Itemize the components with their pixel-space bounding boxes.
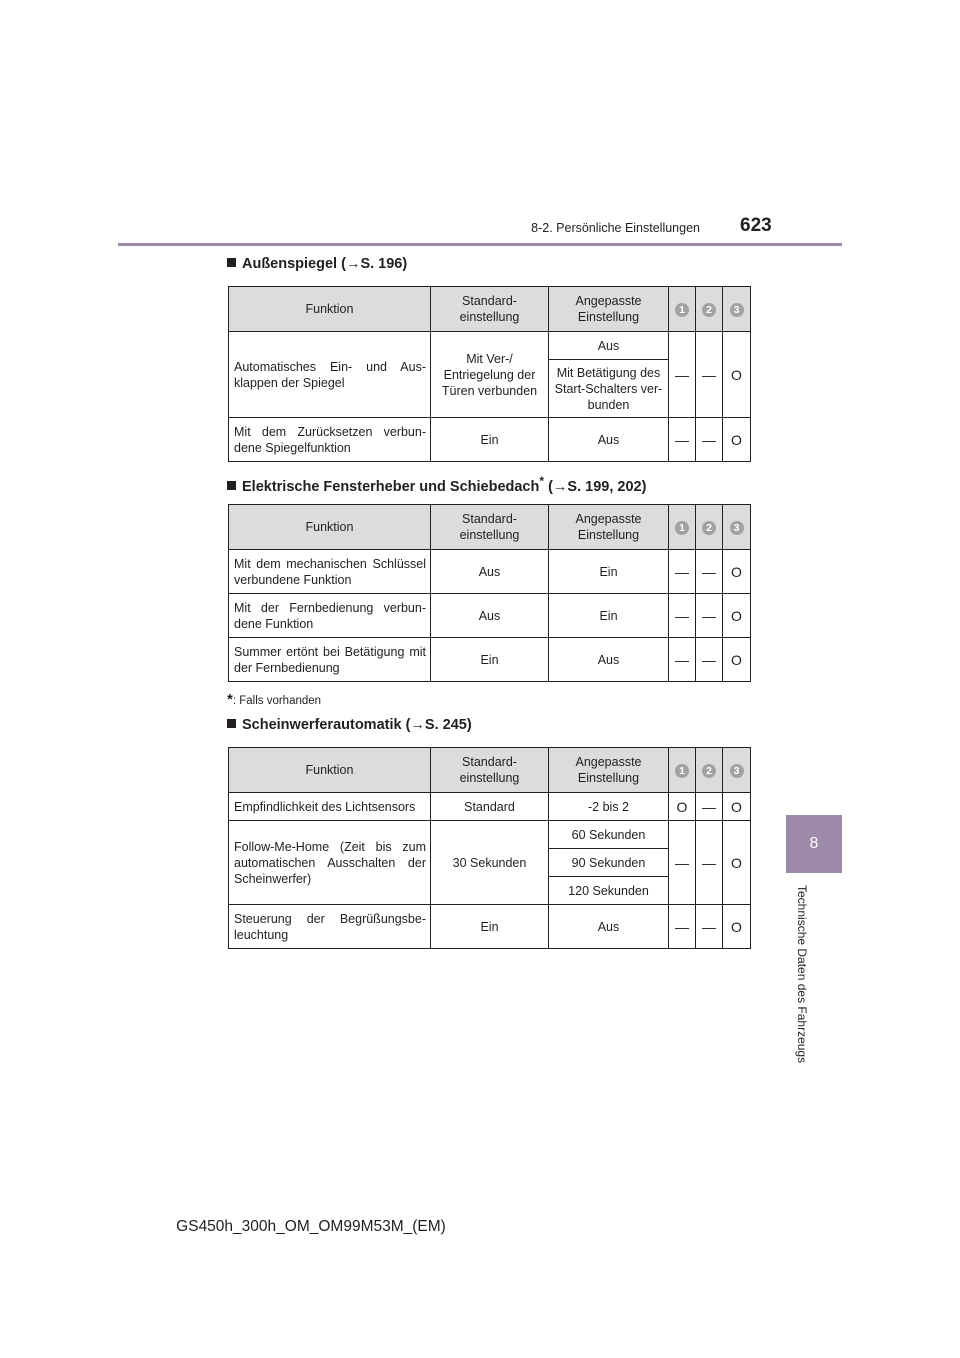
chapter-number: 8 xyxy=(809,835,819,852)
square-bullet-icon xyxy=(227,719,236,728)
col-header-1 xyxy=(669,748,696,793)
mark-cell: O xyxy=(723,550,751,594)
mark-cell: — xyxy=(696,418,723,462)
mark-cell: O xyxy=(723,905,751,949)
custom-cell: 60 Sekunden xyxy=(549,821,669,849)
col-header-function: Funktion xyxy=(229,505,431,550)
col-header-3 xyxy=(723,505,751,550)
mark-cell: — xyxy=(669,550,696,594)
header-divider xyxy=(118,243,842,246)
col-header-3 xyxy=(723,748,751,793)
section-title-headlights: Scheinwerferautomatik (→S. 245) xyxy=(227,717,472,733)
col-header-3 xyxy=(723,287,751,332)
mark-cell: O xyxy=(723,418,751,462)
number-3-icon: 3 xyxy=(730,303,744,317)
custom-cell: 120 Sekunden xyxy=(549,877,669,905)
mark-cell: — xyxy=(696,821,723,905)
default-cell: Aus xyxy=(431,594,549,638)
mark-cell: — xyxy=(696,550,723,594)
mark-cell: — xyxy=(696,905,723,949)
chapter-tab xyxy=(786,815,842,873)
custom-cell: Aus xyxy=(549,332,669,360)
mark-cell: O xyxy=(723,594,751,638)
footnote: *: Falls vorhanden xyxy=(227,691,322,708)
col-header-1 xyxy=(669,505,696,550)
default-cell: 30 Sekunden xyxy=(431,821,549,905)
function-cell: Mit dem mechanischen Schlüssel verbundene Funktion xyxy=(229,550,431,594)
custom-cell: Aus xyxy=(549,905,669,949)
default-cell: Standard xyxy=(431,793,549,821)
col-header-custom: Angepasste Einstellung xyxy=(549,505,669,550)
mark-cell: O xyxy=(723,793,751,821)
number-1-icon: 1 xyxy=(675,303,689,317)
default-cell: Ein xyxy=(431,905,549,949)
col-header-1 xyxy=(669,287,696,332)
mark-cell: — xyxy=(669,418,696,462)
mark-cell: O xyxy=(669,793,696,821)
page-reference-link[interactable]: S. 199, 202) xyxy=(567,478,647,495)
number-1-icon: 1 xyxy=(675,764,689,778)
function-cell: Automatisches Ein- und Aus-klappen der Spiegel xyxy=(229,332,431,418)
chapter-side-label xyxy=(791,885,809,1085)
mark-cell: — xyxy=(669,905,696,949)
mark-cell: — xyxy=(669,332,696,418)
col-header-function: Funktion xyxy=(229,287,431,332)
number-1-icon: 1 xyxy=(675,521,689,535)
custom-cell: Aus xyxy=(549,418,669,462)
mark-cell: — xyxy=(696,793,723,821)
default-cell: Ein xyxy=(431,418,549,462)
function-cell: Follow-Me-Home (Zeit bis zum automatischen Ausschalten der Scheinwerfer) xyxy=(229,821,431,905)
col-header-custom: Angepasste Einstellung xyxy=(549,287,669,332)
square-bullet-icon xyxy=(227,481,236,490)
col-header-2 xyxy=(696,287,723,332)
footnote-star: * xyxy=(539,474,545,488)
section-title-mirrors: Außenspiegel (→S. 196) xyxy=(227,256,407,272)
function-cell: Mit der Fernbedienung verbun-dene Funktion xyxy=(229,594,431,638)
function-cell: Empfindlichkeit des Lichtsensors xyxy=(229,793,431,821)
mark-cell: — xyxy=(669,821,696,905)
function-cell: Summer ertönt bei Betätigung mit der Fernbedienung xyxy=(229,638,431,682)
default-cell: Mit Ver-/ Entriegelung der Türen verbunden xyxy=(431,332,549,418)
header-section-title: 8-2. Persönliche Einstellungen xyxy=(531,221,700,235)
number-3-icon: 3 xyxy=(730,764,744,778)
col-header-default: Standard- einstellung xyxy=(431,748,549,793)
page-number: 623 xyxy=(740,215,772,236)
mark-cell: O xyxy=(723,332,751,418)
arrow-icon: → xyxy=(552,478,568,495)
mark-cell: O xyxy=(723,638,751,682)
mark-cell: — xyxy=(696,594,723,638)
arrow-icon: → xyxy=(345,256,361,272)
headlight-settings-table xyxy=(228,747,751,949)
number-2-icon: 2 xyxy=(702,764,716,778)
custom-cell: 90 Sekunden xyxy=(549,849,669,877)
footnote-star: * xyxy=(227,691,233,708)
custom-cell: Ein xyxy=(549,550,669,594)
col-header-default: Standard- einstellung xyxy=(431,287,549,332)
arrow-icon: → xyxy=(410,717,425,733)
col-header-default: Standard- einstellung xyxy=(431,505,549,550)
mirror-settings-table xyxy=(228,286,751,462)
custom-cell: Mit Betätigung des Start-Schalters ver-bunden xyxy=(549,360,669,418)
mark-cell: — xyxy=(669,594,696,638)
function-cell: Mit dem Zurücksetzen verbun-dene Spiegelfunktion xyxy=(229,418,431,462)
mark-cell: — xyxy=(669,638,696,682)
number-2-icon: 2 xyxy=(702,303,716,317)
number-2-icon: 2 xyxy=(702,521,716,535)
chapter-title: Technische Daten des Fahrzeugs xyxy=(795,885,809,1064)
function-cell: Steuerung der Begrüßungsbe-leuchtung xyxy=(229,905,431,949)
window-settings-table xyxy=(228,504,751,682)
custom-cell: Ein xyxy=(549,594,669,638)
page-reference-link[interactable]: S. 245) xyxy=(424,717,472,733)
mark-cell: — xyxy=(696,332,723,418)
custom-cell: Aus xyxy=(549,638,669,682)
number-3-icon: 3 xyxy=(730,521,744,535)
square-bullet-icon xyxy=(227,258,236,267)
document-code: GS450h_300h_OM_OM99M53M_(EM) xyxy=(176,1218,446,1235)
custom-cell: -2 bis 2 xyxy=(549,793,669,821)
col-header-2 xyxy=(696,748,723,793)
col-header-custom: Angepasste Einstellung xyxy=(549,748,669,793)
page-reference-link[interactable]: S. 196) xyxy=(360,256,408,272)
mark-cell: — xyxy=(696,638,723,682)
default-cell: Ein xyxy=(431,638,549,682)
default-cell: Aus xyxy=(431,550,549,594)
col-header-2 xyxy=(696,505,723,550)
section-title-windows: Elektrische Fensterheber und Schiebedach* (→S. 199, 202) xyxy=(227,474,646,495)
mark-cell: O xyxy=(723,821,751,905)
col-header-function: Funktion xyxy=(229,748,431,793)
